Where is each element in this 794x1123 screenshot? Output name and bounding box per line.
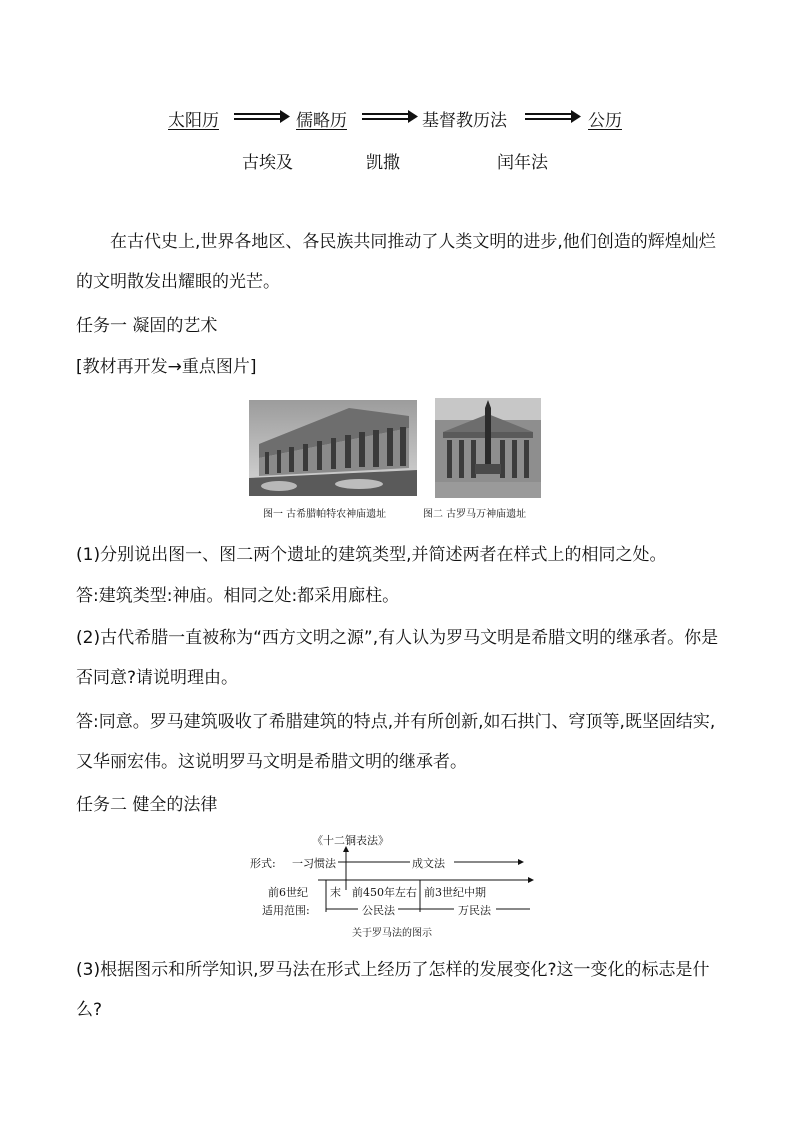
task2-title: 任务二 健全的法律 — [76, 795, 218, 815]
roman-law-diagram — [250, 832, 540, 944]
answer-1: 答:建筑类型:神庙。相同之处:都采用廊柱。 — [76, 586, 400, 606]
twelve-tables-label: 《十二铜表法》 — [312, 834, 389, 847]
parthenon-photo — [249, 400, 417, 496]
question-2: (2)古代希腊一直被称为“西方文明之源”,有人认为罗马文明是希腊文明的继承者。你是否同意?请说明理由。 — [76, 628, 719, 688]
time-6th-century: 前6世纪 — [268, 886, 308, 899]
task1-tag: [教材再开发→重点图片] — [76, 357, 257, 377]
flow-node-christian: 基督教历法 — [422, 111, 507, 131]
figure1-caption: 图一 古希腊帕特农神庙遗址 — [263, 509, 387, 520]
flow-node-solar: 太阳历 — [168, 111, 219, 131]
pantheon-photo — [435, 398, 541, 498]
flow-origin-leapyear: 闰年法 — [497, 153, 548, 173]
answer-2: 答:同意。罗马建筑吸收了希腊建筑的特点,并有所创新,如石拱门、穹顶等,既坚固结实,又华丽宏伟。这说明罗马文明是希腊文明的继承者。 — [76, 712, 716, 772]
question-1: (1)分别说出图一、图二两个遗址的建筑类型,并简述两者在样式上的相同之处。 — [76, 545, 667, 565]
flow-origin-caesar: 凯撒 — [366, 153, 400, 173]
calendar-flow — [0, 0, 794, 180]
scope-law-of-nations: 万民法 — [458, 904, 491, 917]
time-3rd-century: 前3世纪中期 — [424, 886, 486, 899]
form-stage-written: 成文法 — [412, 857, 445, 870]
scope-label: 适用范围: — [262, 904, 310, 917]
intro-paragraph: 在古代史上,世界各地区、各民族共同推动了人类文明的进步,他们创造的辉煌灿烂的文明散发出耀眼的光芒。 — [76, 232, 716, 292]
form-stage-custom: 一习惯法 — [292, 857, 336, 870]
flow-node-gregorian: 公历 — [588, 111, 622, 131]
figure2-caption: 图二 古罗马万神庙遗址 — [423, 509, 527, 520]
scope-citizen-law: 公民法 — [362, 904, 395, 917]
flow-arrow-icon — [360, 108, 420, 126]
question-3: (3)根据图示和所学知识,罗马法在形式上经历了怎样的发展变化?这一变化的标志是什么? — [76, 960, 710, 1020]
form-label: 形式: — [250, 857, 276, 870]
diagram-caption: 关于罗马法的图示 — [352, 928, 432, 939]
flow-arrow-icon — [523, 108, 583, 126]
time-450bc: 前450年左右 — [352, 886, 417, 899]
flow-origin-egypt: 古埃及 — [242, 153, 293, 173]
flow-arrow-icon — [232, 108, 292, 126]
time-end: 末 — [330, 886, 341, 899]
task1-title: 任务一 凝固的艺术 — [76, 316, 218, 336]
flow-node-julian: 儒略历 — [296, 111, 347, 131]
